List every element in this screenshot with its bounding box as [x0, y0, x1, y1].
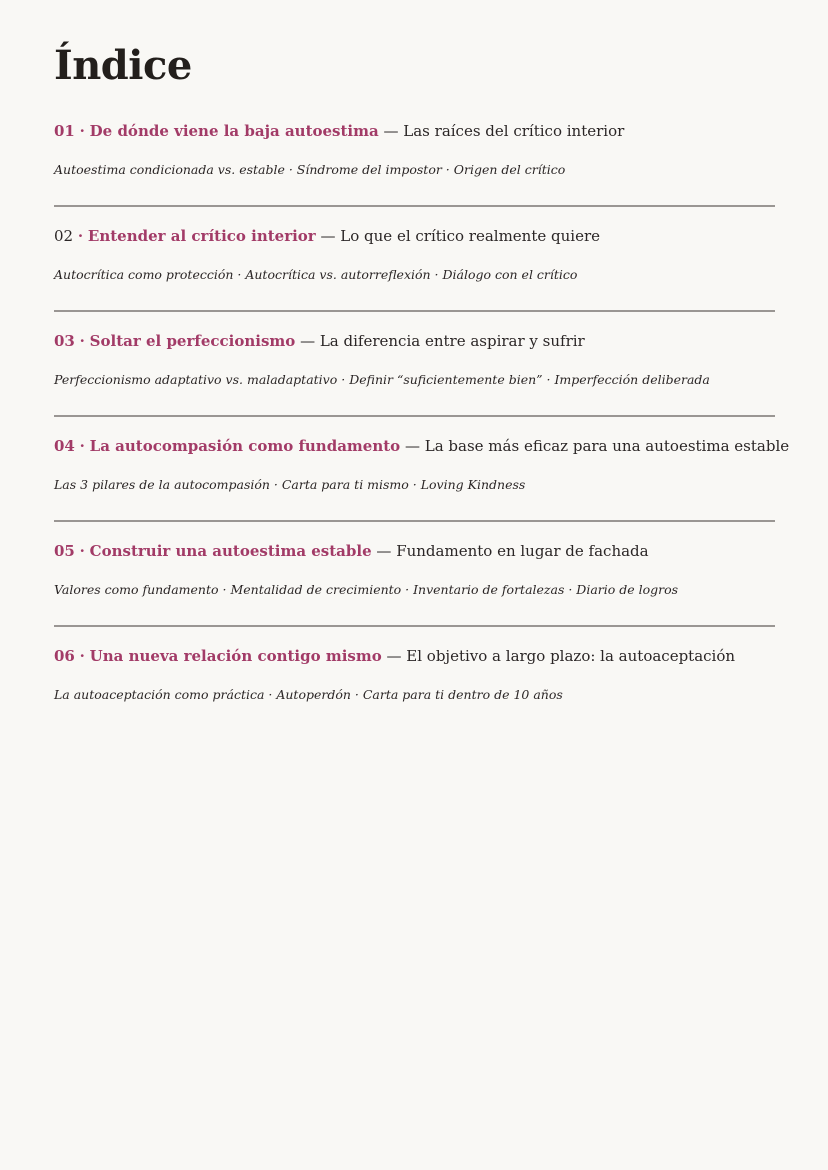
- em-dash: —: [404, 437, 420, 455]
- toc-entry-05: [54, 530, 775, 635]
- separator: ·: [79, 647, 85, 665]
- divider: [54, 415, 775, 417]
- chapter-title: La autocompasión como fundamento: [89, 437, 401, 455]
- em-dash: —: [376, 542, 392, 560]
- chapter-number: 04: [54, 437, 75, 455]
- chapter-subtitle: Fundamento en lugar de fachada: [396, 542, 649, 560]
- chapter-number: 05: [54, 542, 75, 560]
- divider: [54, 310, 775, 312]
- chapter-number: 02: [54, 227, 74, 245]
- toc-entry-heading: [54, 540, 649, 562]
- separator: ·: [79, 542, 85, 560]
- toc-entry-heading: [54, 435, 789, 457]
- chapter-topics: La autoaceptación como práctica · Autoperdón · Carta para ti dentro de 10 años: [54, 687, 563, 702]
- chapter-subtitle: La diferencia entre aspirar y sufrir: [319, 332, 585, 350]
- chapter-title: De dónde viene la baja autoestima: [89, 122, 379, 140]
- chapter-number: 03: [54, 332, 75, 350]
- chapter-subtitle: Las raíces del crítico interior: [403, 122, 625, 140]
- toc-entry-02: [54, 215, 775, 320]
- toc-entry-heading: [54, 645, 735, 667]
- toc-entry-heading: [54, 330, 585, 352]
- em-dash: —: [386, 647, 402, 665]
- em-dash: —: [300, 332, 316, 350]
- chapter-topics: Autocrítica como protección · Autocrítica vs. autorreflexión · Diálogo con el crítico: [54, 267, 578, 282]
- divider: [54, 625, 775, 627]
- chapter-subtitle: Lo que el crítico realmente quiere: [340, 227, 600, 245]
- chapter-topics: Valores como fundamento · Mentalidad de crecimiento · Inventario de fortalezas · Diario de logros: [54, 582, 679, 597]
- toc-entry-heading: [54, 120, 624, 142]
- page-title: Índice: [54, 42, 192, 89]
- separator: ·: [79, 122, 85, 140]
- divider: [54, 520, 775, 522]
- chapter-topics: Autoestima condicionada vs. estable · Síndrome del impostor · Origen del crítico: [54, 162, 566, 177]
- chapter-topics: Perfeccionismo adaptativo vs. maladaptativo · Definir “suficientemente bien” · Imperfección deliberada: [54, 372, 710, 387]
- chapter-number: 06: [54, 647, 75, 665]
- toc-entry-04: [54, 425, 790, 530]
- chapter-title: Soltar el perfeccionismo: [89, 332, 296, 350]
- divider: [54, 205, 775, 207]
- separator: ·: [77, 227, 84, 245]
- toc-entry-heading: [54, 225, 600, 247]
- toc-entry-06: [54, 635, 775, 740]
- separator: ·: [79, 437, 85, 455]
- toc-entry-01: [54, 110, 775, 215]
- chapter-topics: Las 3 pilares de la autocompasión · Carta para ti mismo · Loving Kindness: [54, 477, 526, 492]
- chapter-title: Construir una autoestima estable: [89, 542, 372, 560]
- chapter-subtitle: La base más eficaz para una autoestima estable: [424, 437, 790, 455]
- em-dash: —: [383, 122, 399, 140]
- chapter-title: Una nueva relación contigo mismo: [89, 647, 382, 665]
- em-dash: —: [320, 227, 336, 245]
- table-of-contents: [54, 110, 790, 740]
- chapter-title: Entender al crítico interior: [87, 227, 316, 245]
- chapter-subtitle: El objetivo a largo plazo: la autoaceptación: [406, 647, 736, 665]
- separator: ·: [79, 332, 85, 350]
- toc-entry-03: [54, 320, 775, 425]
- chapter-number: 01: [54, 122, 75, 140]
